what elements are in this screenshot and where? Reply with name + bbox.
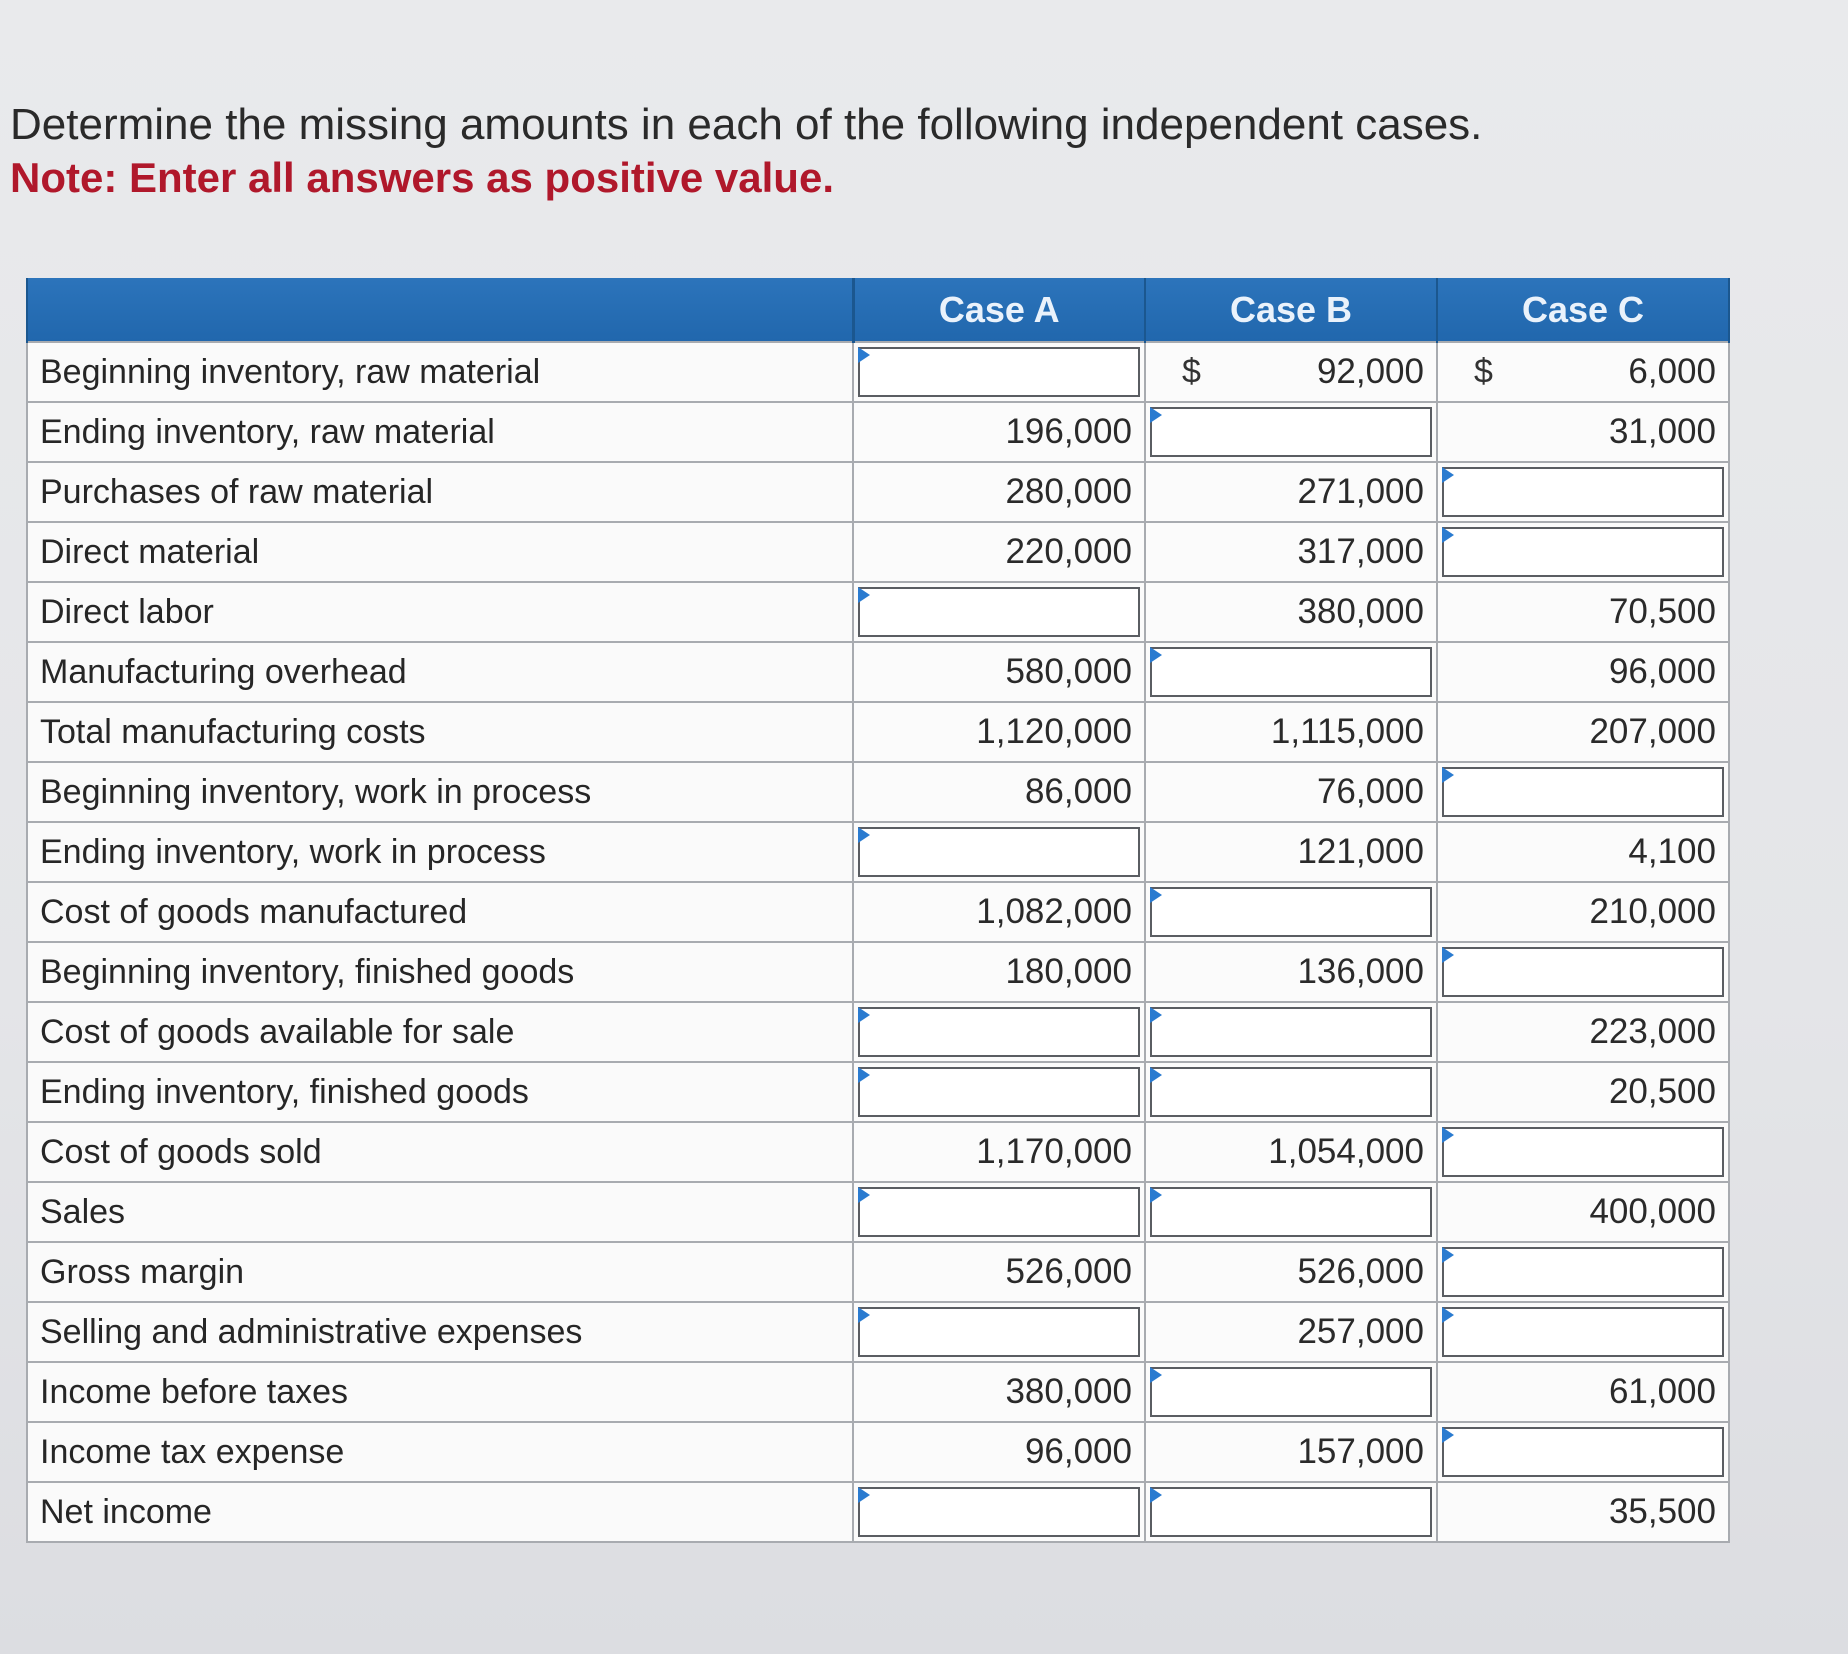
table-row [27,1362,1729,1422]
case-b-cell [1145,582,1437,642]
case-a-value: 580,000 [1005,652,1132,691]
table-row [27,1062,1729,1122]
case-a-input[interactable] [858,827,1140,877]
case-a-cell [853,1362,1145,1422]
case-c-cell[interactable] [1437,522,1729,582]
table-row [27,1002,1729,1062]
case-b-cell[interactable] [1145,882,1437,942]
case-b-value: 380,000 [1297,592,1424,631]
table-row [27,882,1729,942]
case-b-input[interactable] [1150,647,1432,697]
case-a-value: 220,000 [1005,532,1132,571]
case-a-value: 1,120,000 [976,712,1132,751]
case-c-cell [1437,702,1729,762]
case-a-value: 1,082,000 [976,892,1132,931]
header-blank [27,278,853,342]
case-c-cell [1437,1062,1729,1122]
case-a-value: 526,000 [1005,1252,1132,1291]
case-a-cell[interactable] [853,1182,1145,1242]
case-b-cell [1145,522,1437,582]
case-a-value: 96,000 [1024,1432,1132,1471]
case-a-cell [853,1122,1145,1182]
case-b-cell[interactable] [1145,1482,1437,1542]
instruction-text: Determine the missing amounts in each of the following independent cases. [10,100,1483,149]
case-a-value: 380,000 [1005,1372,1132,1411]
case-b-cell [1145,1422,1437,1482]
case-a-input[interactable] [858,1187,1140,1237]
table-row [27,1482,1729,1542]
case-b-input[interactable] [1150,1007,1432,1057]
case-a-cell [853,882,1145,942]
case-c-cell[interactable] [1437,1302,1729,1362]
case-c-cell [1437,822,1729,882]
header-case-c: Case C [1437,278,1729,342]
case-b-input[interactable] [1150,887,1432,937]
case-b-value: 1,115,000 [1270,712,1424,751]
case-b-cell [1145,702,1437,762]
instructions [10,98,1610,204]
row-label: Net income [27,1482,853,1542]
case-c-input[interactable] [1442,527,1724,577]
case-a-cell [853,462,1145,522]
row-label: Cost of goods manufactured [27,882,853,942]
case-a-value: 280,000 [1005,472,1132,511]
row-label: Income before taxes [27,1362,853,1422]
case-a-value: 1,170,000 [976,1132,1132,1171]
case-c-input[interactable] [1442,1307,1724,1357]
case-c-cell [1437,402,1729,462]
case-b-value: 317,000 [1297,532,1424,571]
table-row [27,1122,1729,1182]
table-body [27,342,1729,1542]
case-a-cell [853,402,1145,462]
case-a-cell [853,522,1145,582]
table-row [27,462,1729,522]
case-b-input[interactable] [1150,1487,1432,1537]
case-b-value: 92,000 [1316,352,1424,391]
dollar-sign: $ [1474,352,1493,391]
case-c-cell[interactable] [1437,462,1729,522]
row-label: Selling and administrative expenses [27,1302,853,1362]
case-b-value: 271,000 [1297,472,1424,511]
case-a-cell[interactable] [853,1062,1145,1122]
case-a-cell [853,942,1145,1002]
case-b-value: 526,000 [1297,1252,1424,1291]
case-c-value: 70,500 [1608,592,1716,631]
case-c-value: 31,000 [1608,412,1716,451]
table-row [27,702,1729,762]
row-label: Manufacturing overhead [27,642,853,702]
case-a-cell[interactable] [853,342,1145,402]
case-c-value: 223,000 [1589,1012,1716,1051]
case-c-value: 96,000 [1608,652,1716,691]
row-label: Purchases of raw material [27,462,853,522]
case-a-value: 86,000 [1024,772,1132,811]
case-b-value: 1,054,000 [1268,1132,1424,1171]
case-c-input[interactable] [1442,947,1724,997]
case-c-cell[interactable] [1437,1422,1729,1482]
table-row [27,1302,1729,1362]
case-b-input[interactable] [1150,1367,1432,1417]
table-row [27,522,1729,582]
case-b-cell[interactable] [1145,1362,1437,1422]
case-a-cell[interactable] [853,582,1145,642]
case-a-input[interactable] [858,1007,1140,1057]
case-b-cell[interactable] [1145,1062,1437,1122]
table-row [27,642,1729,702]
row-label: Total manufacturing costs [27,702,853,762]
cases-table-container [26,278,1728,1578]
case-b-cell [1145,1242,1437,1302]
case-b-cell[interactable] [1145,1002,1437,1062]
case-c-cell [1437,582,1729,642]
row-label: Income tax expense [27,1422,853,1482]
case-c-cell [1437,882,1729,942]
case-a-cell [853,642,1145,702]
case-a-value: 196,000 [1005,412,1132,451]
case-a-cell[interactable] [853,1302,1145,1362]
case-c-cell [1437,1362,1729,1422]
case-b-cell[interactable] [1145,642,1437,702]
case-b-value: 121,000 [1297,832,1424,871]
table-row [27,762,1729,822]
case-b-cell [1145,342,1437,402]
case-c-value: 207,000 [1589,712,1716,751]
header-case-b: Case B [1145,278,1437,342]
case-b-cell [1145,942,1437,1002]
table-row [27,1422,1729,1482]
table-row [27,582,1729,642]
row-label: Beginning inventory, raw material [27,342,853,402]
case-c-value: 6,000 [1628,352,1716,391]
table-header-row [27,278,1729,342]
case-b-cell [1145,462,1437,522]
table-row [27,1182,1729,1242]
row-label: Sales [27,1182,853,1242]
case-c-cell [1437,1182,1729,1242]
case-b-input[interactable] [1150,1187,1432,1237]
case-c-input[interactable] [1442,467,1724,517]
case-c-cell[interactable] [1437,1122,1729,1182]
case-c-cell[interactable] [1437,942,1729,1002]
table-row [27,342,1729,402]
case-a-input[interactable] [858,347,1140,397]
row-label: Ending inventory, raw material [27,402,853,462]
case-c-value: 61,000 [1608,1372,1716,1411]
row-label: Cost of goods available for sale [27,1002,853,1062]
table-row [27,822,1729,882]
table-row [27,942,1729,1002]
case-a-cell [853,1422,1145,1482]
table-row [27,402,1729,462]
case-b-cell [1145,822,1437,882]
case-a-input[interactable] [858,1487,1140,1537]
case-a-input[interactable] [858,587,1140,637]
row-label: Ending inventory, finished goods [27,1062,853,1122]
case-a-cell[interactable] [853,822,1145,882]
case-c-input[interactable] [1442,1127,1724,1177]
case-c-value: 4,100 [1628,832,1716,871]
case-c-cell [1437,1482,1729,1542]
case-a-value: 180,000 [1005,952,1132,991]
instruction-note: Note: Enter all answers as positive value. [10,154,834,201]
case-c-input[interactable] [1442,767,1724,817]
cases-table [26,278,1730,1543]
case-c-input[interactable] [1442,1247,1724,1297]
case-a-cell [853,762,1145,822]
row-label: Cost of goods sold [27,1122,853,1182]
case-b-value: 136,000 [1297,952,1424,991]
case-a-input[interactable] [858,1307,1140,1357]
case-a-cell [853,702,1145,762]
row-label: Ending inventory, work in process [27,822,853,882]
row-label: Beginning inventory, work in process [27,762,853,822]
case-c-cell[interactable] [1437,762,1729,822]
header-case-a: Case A [853,278,1145,342]
case-b-cell [1145,1122,1437,1182]
row-label: Beginning inventory, finished goods [27,942,853,1002]
case-c-value: 210,000 [1589,892,1716,931]
case-c-input[interactable] [1442,1427,1724,1477]
case-b-cell[interactable] [1145,402,1437,462]
row-label: Direct labor [27,582,853,642]
case-c-cell [1437,642,1729,702]
case-a-cell[interactable] [853,1482,1145,1542]
case-b-cell [1145,1302,1437,1362]
case-b-input[interactable] [1150,1067,1432,1117]
case-a-input[interactable] [858,1067,1140,1117]
case-b-input[interactable] [1150,407,1432,457]
dollar-sign: $ [1182,352,1201,391]
case-b-value: 76,000 [1316,772,1424,811]
case-c-cell [1437,1002,1729,1062]
case-c-cell[interactable] [1437,1242,1729,1302]
case-a-cell[interactable] [853,1002,1145,1062]
case-c-value: 20,500 [1608,1072,1716,1111]
case-b-value: 257,000 [1297,1312,1424,1351]
case-b-cell[interactable] [1145,1182,1437,1242]
case-a-cell [853,1242,1145,1302]
case-b-cell [1145,762,1437,822]
case-c-cell [1437,342,1729,402]
row-label: Direct material [27,522,853,582]
case-c-value: 35,500 [1608,1492,1716,1531]
row-label: Gross margin [27,1242,853,1302]
case-c-value: 400,000 [1589,1192,1716,1231]
table-row [27,1242,1729,1302]
case-b-value: 157,000 [1297,1432,1424,1471]
